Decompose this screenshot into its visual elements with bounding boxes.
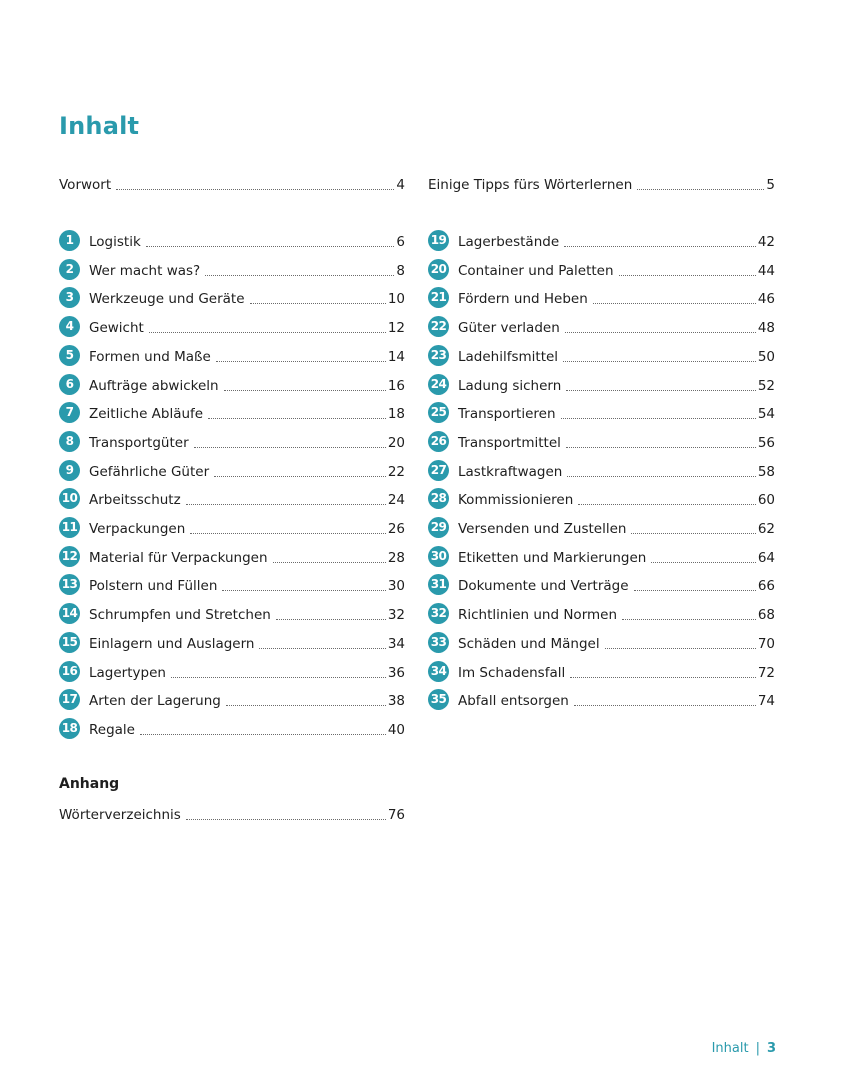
chapter-page-number: 60 [757,492,775,508]
chapter-title: Lagertypen [89,665,166,681]
chapter-number-badge: 12 [59,546,80,567]
chapter-title: Ladung sichern [458,378,562,394]
chapter-page-number: 46 [757,291,775,307]
chapter-page-number: 12 [387,320,405,336]
chapter-title: Wer macht was? [89,263,201,279]
chapter-page-number: 52 [757,378,775,394]
chapter-number-badge: 15 [59,632,80,653]
chapter-page-number: 20 [387,435,405,451]
chapter-page-number: 22 [387,464,405,480]
dot-leader [593,303,756,304]
chapter-number-badge: 25 [428,402,449,423]
chapter-number-badge: 27 [428,460,449,481]
toc-chapter-entry[interactable] [428,230,775,250]
toc-chapter-entry[interactable] [428,431,775,451]
chapter-title: Schäden und Mängel [458,636,600,652]
chapter-page-number: 58 [757,464,775,480]
chapter-title: Kommissionieren [458,492,574,508]
chapter-number-badge: 28 [428,488,449,509]
chapter-number-badge: 20 [428,259,449,280]
footer-separator: | [755,1041,760,1056]
chapter-page-number: 8 [396,263,405,279]
chapter-page-number: 10 [387,291,405,307]
chapter-title: Material für Verpackungen [89,550,268,566]
toc-entry-page: 5 [766,177,775,193]
toc-chapter-entry[interactable] [428,374,775,394]
chapter-title: Etiketten und Markierungen [458,550,647,566]
toc-chapter-entry[interactable] [428,517,775,537]
dot-leader [216,361,386,362]
chapter-number-badge: 35 [428,689,449,710]
dot-leader [116,189,394,190]
toc-chapter-entry[interactable] [428,287,775,307]
chapter-number-badge: 11 [59,517,80,538]
chapter-page-number: 16 [387,378,405,394]
chapter-title: Lastkraftwagen [458,464,563,480]
dot-leader [564,246,756,247]
chapter-number-badge: 17 [59,689,80,710]
chapter-title: Schrumpfen und Stretchen [89,607,271,623]
dot-leader [637,189,764,190]
chapter-title: Verpackungen [89,521,186,537]
toc-chapter-entry[interactable] [428,661,775,681]
dot-leader [205,275,394,276]
chapter-page-number: 36 [387,665,405,681]
dot-leader [214,476,386,477]
chapter-title: Einlagern und Auslagern [89,636,255,652]
chapter-page-number: 66 [757,578,775,594]
dot-leader [605,648,756,649]
toc-chapter-entry[interactable] [59,546,405,566]
toc-entry-page: 4 [396,177,405,193]
chapter-title: Gewicht [89,320,144,336]
chapter-page-number: 26 [387,521,405,537]
chapter-page-number: 74 [757,693,775,709]
dot-leader [186,504,386,505]
chapter-page-number: 30 [387,578,405,594]
chapter-page-number: 18 [387,406,405,422]
toc-entry-woerterverzeichnis[interactable] [59,803,405,823]
chapter-title: Güter verladen [458,320,560,336]
chapter-number-badge: 4 [59,316,80,337]
chapter-title: Regale [89,722,135,738]
chapter-page-number: 54 [757,406,775,422]
chapter-title: Dokumente und Verträge [458,578,629,594]
chapter-number-badge: 31 [428,574,449,595]
toc-chapter-entry[interactable] [428,402,775,422]
toc-entry-label: Vorwort [59,177,112,193]
chapter-number-badge: 32 [428,603,449,624]
toc-entry-vorwort[interactable] [59,173,405,193]
toc-chapter-entry[interactable] [428,316,775,336]
toc-chapter-entry[interactable] [59,661,405,681]
dot-leader [563,361,756,362]
dot-leader [186,819,386,820]
dot-leader [566,390,756,391]
toc-entry-label: Einige Tipps fürs Wörterlernen [428,177,633,193]
chapter-number-badge: 14 [59,603,80,624]
toc-chapter-entry[interactable] [59,517,405,537]
chapter-title: Transportmittel [458,435,561,451]
chapter-title: Transportgüter [89,435,189,451]
page-footer [712,1041,776,1056]
dot-leader [570,677,756,678]
chapter-page-number: 72 [757,665,775,681]
chapter-number-badge: 3 [59,287,80,308]
chapter-title: Container und Paletten [458,263,614,279]
toc-chapter-entry[interactable] [59,374,405,394]
chapter-title: Polstern und Füllen [89,578,218,594]
toc-chapter-entry[interactable] [59,402,405,422]
chapter-number-badge: 29 [428,517,449,538]
chapter-title: Werkzeuge und Geräte [89,291,245,307]
dot-leader [578,504,756,505]
dot-leader [190,533,386,534]
chapter-title: Logistik [89,234,141,250]
toc-chapter-entry[interactable] [428,259,775,279]
chapter-number-badge: 9 [59,460,80,481]
chapter-number-badge: 22 [428,316,449,337]
chapter-title: Ladehilfsmittel [458,349,559,365]
chapter-page-number: 42 [757,234,775,250]
toc-chapter-entry[interactable] [59,259,405,279]
chapter-page-number: 56 [757,435,775,451]
chapter-number-badge: 13 [59,574,80,595]
chapter-number-badge: 18 [59,718,80,739]
dot-leader [250,303,386,304]
dot-leader [651,562,755,563]
dot-leader [208,418,386,419]
toc-chapter-entry[interactable] [59,316,405,336]
toc-chapter-entry[interactable] [428,345,775,365]
dot-leader [140,734,386,735]
dot-leader [224,390,386,391]
chapter-title: Fördern und Heben [458,291,588,307]
dot-leader [631,533,755,534]
chapter-number-badge: 21 [428,287,449,308]
chapter-title: Arten der Lagerung [89,693,221,709]
chapter-page-number: 62 [757,521,775,537]
toc-entry-label: Wörterverzeichnis [59,807,181,823]
footer-page-number: 3 [766,1041,776,1056]
chapter-page-number: 28 [387,550,405,566]
dot-leader [149,332,386,333]
toc-chapter-entry[interactable] [59,718,405,738]
toc-chapter-entry[interactable] [428,603,775,623]
toc-chapter-entry[interactable] [59,488,405,508]
chapter-number-badge: 5 [59,345,80,366]
dot-leader [622,619,756,620]
chapter-number-badge: 26 [428,431,449,452]
toc-chapter-entry[interactable] [59,632,405,652]
chapter-title: Gefährliche Güter [89,464,210,480]
toc-chapter-entry[interactable] [59,603,405,623]
dot-leader [276,619,386,620]
chapter-number-badge: 1 [59,230,80,251]
dot-leader [565,332,756,333]
chapter-title: Aufträge abwickeln [89,378,219,394]
chapter-page-number: 64 [757,550,775,566]
chapter-number-badge: 10 [59,488,80,509]
chapter-title: Im Schadensfall [458,665,566,681]
chapter-title: Richtlinien und Normen [458,607,618,623]
page-title: Inhalt [59,112,140,141]
chapter-page-number: 6 [396,234,405,250]
chapter-title: Arbeitsschutz [89,492,181,508]
chapter-number-badge: 2 [59,259,80,280]
chapter-page-number: 48 [757,320,775,336]
toc-chapter-entry[interactable] [428,689,775,709]
dot-leader [226,705,386,706]
footer-section: Inhalt [711,1041,749,1056]
toc-chapter-entry[interactable] [59,287,405,307]
chapter-page-number: 24 [387,492,405,508]
chapter-number-badge: 24 [428,374,449,395]
toc-chapter-entry[interactable] [428,460,775,480]
chapter-title: Transportieren [458,406,556,422]
chapter-page-number: 44 [757,263,775,279]
dot-leader [259,648,385,649]
toc-chapter-entry[interactable] [59,460,405,480]
toc-chapter-entry[interactable] [59,345,405,365]
chapter-number-badge: 34 [428,661,449,682]
chapter-title: Zeitliche Abläufe [89,406,204,422]
toc-chapter-entry[interactable] [59,230,405,250]
chapter-number-badge: 30 [428,546,449,567]
chapter-page-number: 40 [387,722,405,738]
dot-leader [194,447,386,448]
chapter-number-badge: 23 [428,345,449,366]
chapter-number-badge: 33 [428,632,449,653]
dot-leader [566,447,756,448]
dot-leader [273,562,386,563]
dot-leader [567,476,755,477]
toc-chapter-entry[interactable] [428,632,775,652]
toc-chapter-entry[interactable] [428,546,775,566]
dot-leader [634,590,756,591]
toc-chapter-entry[interactable] [428,488,775,508]
dot-leader [574,705,756,706]
chapter-number-badge: 7 [59,402,80,423]
chapter-title: Abfall entsorgen [458,693,569,709]
chapter-page-number: 68 [757,607,775,623]
dot-leader [222,590,385,591]
chapter-number-badge: 16 [59,661,80,682]
appendix-heading: Anhang [59,776,120,792]
chapter-title: Lagerbestände [458,234,560,250]
chapter-page-number: 38 [387,693,405,709]
chapter-page-number: 50 [757,349,775,365]
chapter-page-number: 14 [387,349,405,365]
dot-leader [171,677,386,678]
toc-entry-page: 76 [387,807,405,823]
dot-leader [561,418,756,419]
dot-leader [619,275,756,276]
dot-leader [146,246,395,247]
toc-chapter-entry[interactable] [59,689,405,709]
chapter-page-number: 34 [387,636,405,652]
chapter-number-badge: 19 [428,230,449,251]
chapter-number-badge: 8 [59,431,80,452]
chapter-page-number: 32 [387,607,405,623]
toc-chapter-entry[interactable] [59,431,405,451]
toc-entry-tipps[interactable] [428,173,775,193]
chapter-title: Formen und Maße [89,349,211,365]
chapter-number-badge: 6 [59,374,80,395]
toc-chapter-entry[interactable] [428,574,775,594]
chapter-title: Versenden und Zustellen [458,521,627,537]
toc-chapter-entry[interactable] [59,574,405,594]
chapter-page-number: 70 [757,636,775,652]
